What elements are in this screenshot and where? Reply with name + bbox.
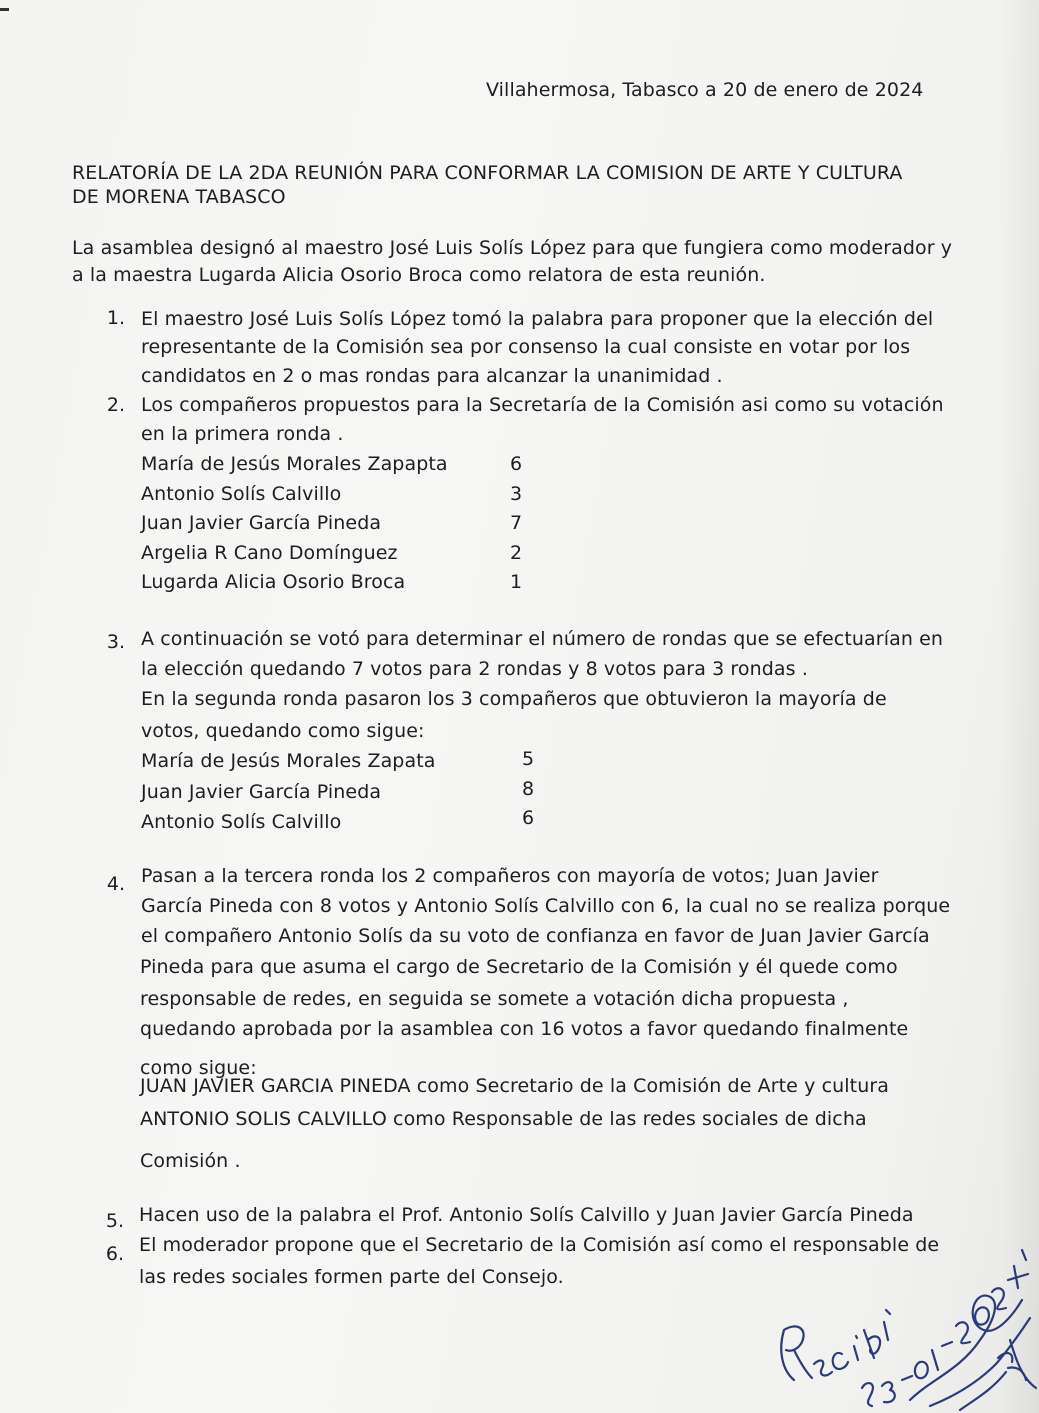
item-1-line-1: El maestro José Luis Solís López tomó la palabra para proponer que la elección del: [141, 308, 934, 330]
item-number-2: 2.: [106, 394, 125, 416]
item-number-5: 5.: [105, 1210, 124, 1232]
item-1-line-2: representante de la Comisión sea por consenso la cual consiste en votar por los: [141, 336, 911, 358]
item-6-line-1: El moderador propone que el Secretario de la Comisión así como el responsable de: [139, 1234, 940, 1256]
item-1-line-3: candidatos en 2 o mas rondas para alcanzar la unanimidad .: [141, 365, 723, 387]
item-4-line-7: como sigue:: [140, 1057, 257, 1079]
intro-line-1: La asamblea designó al maestro José Luis Solís López para que fungiera como moderador y: [72, 237, 953, 259]
item-3-line-4: votos, quedando como sigue:: [141, 720, 425, 742]
item-number-6: 6.: [105, 1243, 124, 1265]
item-5-line-1: Hacen uso de la palabra el Prof. Antonio Solís Calvillo y Juan Javier García Pineda: [139, 1204, 914, 1226]
intro-line-2: a la maestra Lugarda Alicia Osorio Broca como relatora de esta reunión.: [72, 264, 766, 286]
vote-row-name: Lugarda Alicia Osorio Broca: [141, 571, 406, 593]
item-4-line-8: JUAN JAVIER GARCIA PINEDA como Secretario de la Comisión de Arte y cultura: [140, 1075, 890, 1097]
edge-mark: [0, 8, 9, 11]
vote-row-count: 3: [509, 483, 523, 505]
item-4-line-9: ANTONIO SOLIS CALVILLO como Responsable de las redes sociales de dicha: [140, 1108, 867, 1130]
vote-row-name: María de Jesús Morales Zapata: [141, 750, 436, 772]
vote-row-count: 8: [521, 778, 535, 800]
item-number-4: 4.: [106, 873, 125, 895]
item-4-line-10: Comisión .: [140, 1150, 241, 1172]
item-number-3: 3.: [106, 631, 125, 653]
vote-row-count: 5: [521, 748, 535, 770]
item-3-line-3: En la segunda ronda pasaron los 3 compañeros que obtuvieron la mayoría de: [141, 688, 887, 710]
vote-row-count: 6: [521, 807, 535, 829]
item-2-line-2: en la primera ronda .: [141, 423, 344, 445]
vote-row-name: Argelia R Cano Domínguez: [141, 542, 398, 564]
place-date: Villahermosa, Tabasco a 20 de enero de 2024: [486, 79, 924, 101]
item-4-line-1: Pasan a la tercera ronda los 2 compañeros con mayoría de votos; Juan Javier: [141, 865, 879, 887]
vote-row-name: Antonio Solís Calvillo: [141, 811, 342, 833]
vote-row-name: Juan Javier García Pineda: [141, 781, 382, 803]
item-4-line-2: García Pineda con 8 votos y Antonio Solís Calvillo con 6, la cual no se realiza porque: [141, 895, 951, 917]
item-6-line-2: las redes sociales formen parte del Consejo.: [139, 1266, 564, 1288]
item-4-line-3: el compañero Antonio Solís da su voto de confianza en favor de Juan Javier García: [141, 925, 930, 947]
vote-row-name: Antonio Solís Calvillo: [141, 483, 342, 505]
item-2-line-1: Los compañeros propuestos para la Secretaría de la Comisión asi como su votación: [141, 394, 944, 416]
vote-row-name: María de Jesús Morales Zapapta: [141, 453, 448, 475]
document-title-line-2: DE MORENA TABASCO: [72, 186, 286, 208]
document-title-line-1: RELATORÍA DE LA 2DA REUNIÓN PARA CONFORMAR LA COMISION DE ARTE Y CULTURA: [72, 162, 903, 184]
item-3-line-1: A continuación se votó para determinar el número de rondas que se efectuarían en: [141, 628, 944, 650]
item-4-line-5: responsable de redes, en seguida se somete a votación dicha propuesta ,: [140, 988, 849, 1010]
item-4-line-6: quedando aprobada por la asamblea con 16 votos a favor quedando finalmente: [140, 1018, 909, 1040]
vote-row-count: 7: [509, 512, 523, 534]
handwritten-received-signature: [760, 1200, 1039, 1413]
item-3-line-2: la elección quedando 7 votos para 2 rondas y 8 votos para 3 rondas .: [141, 658, 808, 680]
vote-row-count: 1: [509, 571, 523, 593]
item-number-1: 1.: [106, 307, 125, 329]
vote-row-name: Juan Javier García Pineda: [141, 512, 382, 534]
vote-row-count: 2: [509, 542, 523, 564]
item-4-line-4: Pineda para que asuma el cargo de Secretario de la Comisión y él quede como: [140, 956, 898, 978]
vote-row-count: 6: [509, 453, 523, 475]
